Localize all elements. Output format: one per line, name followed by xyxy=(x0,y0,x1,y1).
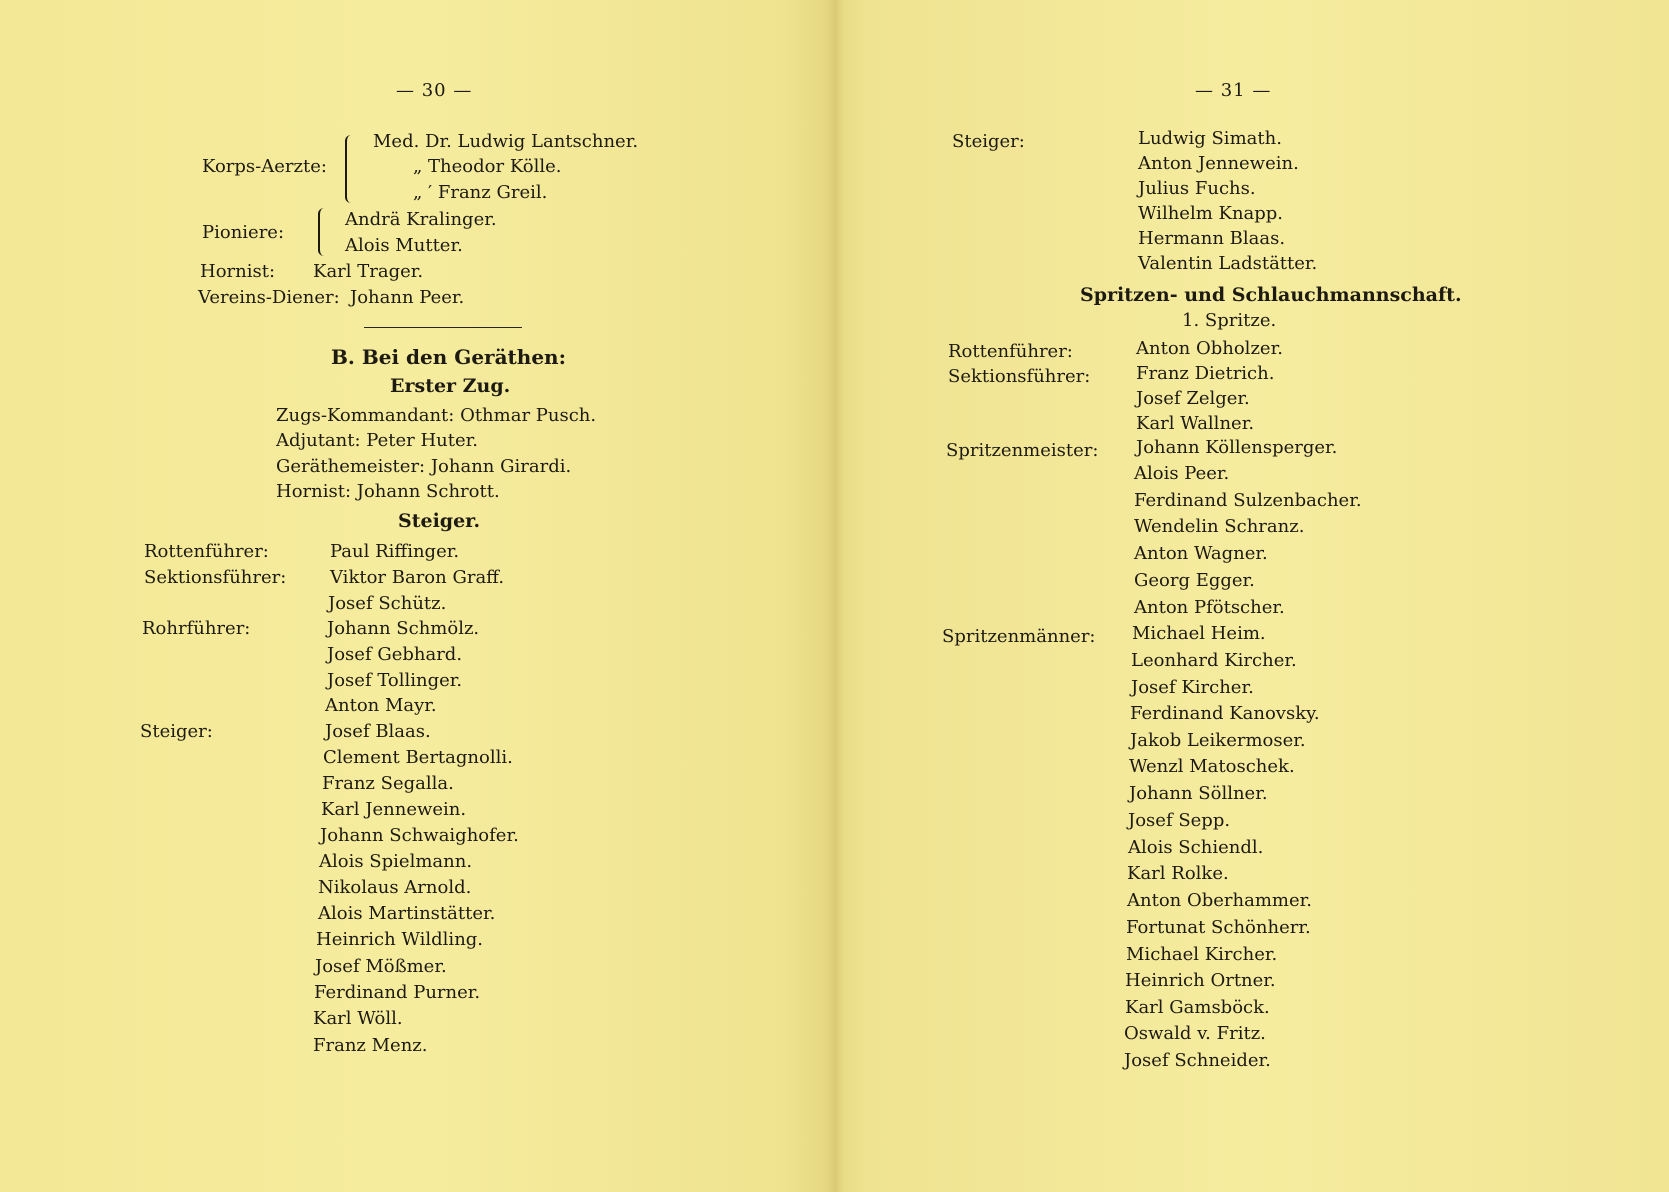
name-entry: Anton Pfötscher. xyxy=(1134,597,1285,618)
name-entry: Julius Fuchs. xyxy=(1138,178,1256,199)
name-entry: Franz Segalla. xyxy=(322,773,454,794)
right-page xyxy=(844,0,1669,1192)
rohrfuehrer-label: Rohrführer: xyxy=(142,618,251,639)
zug-staff-line: Adjutant: Peter Huter. xyxy=(276,430,478,451)
name-entry: Josef Kircher. xyxy=(1131,677,1254,698)
korps-aerzte-name: „ Theodor Kölle. xyxy=(413,156,562,177)
name-entry: Heinrich Ortner. xyxy=(1125,970,1276,991)
name-entry: Josef Gebhard. xyxy=(327,644,463,665)
name-entry: Karl Wallner. xyxy=(1136,413,1255,434)
name-entry: Josef Sepp. xyxy=(1128,810,1231,831)
name-entry: Valentin Ladstätter. xyxy=(1138,253,1318,274)
name-entry: Anton Obholzer. xyxy=(1136,338,1283,359)
name-entry: Ferdinand Kanovsky. xyxy=(1130,703,1320,724)
page-number: — 31 — xyxy=(1195,80,1272,101)
pioniere-name: Andrä Kralinger. xyxy=(345,209,497,230)
name-entry: Franz Dietrich. xyxy=(1136,363,1275,384)
korps-aerzte-label: Korps-Aerzte: xyxy=(202,156,327,177)
pioniere-name: Alois Mutter. xyxy=(345,235,463,256)
name-entry: Karl Jennewein. xyxy=(321,799,467,820)
name-entry: Heinrich Wildling. xyxy=(316,929,484,950)
section-heading: Spritzen- und Schlauchmannschaft. xyxy=(1080,284,1462,306)
name-entry: Johann Söllner. xyxy=(1129,783,1268,804)
name-entry: Josef Tollinger. xyxy=(327,670,463,691)
name-entry: Karl Rolke. xyxy=(1127,863,1229,884)
page-number: — 30 — xyxy=(396,80,473,101)
name-entry: Viktor Baron Graff. xyxy=(330,567,505,588)
spritzenmaenner-label: Spritzenmänner: xyxy=(942,626,1096,647)
divider-rule xyxy=(364,327,522,328)
name-entry: Ferdinand Sulzenbacher. xyxy=(1134,490,1362,511)
name-entry: Josef Schneider. xyxy=(1124,1050,1271,1071)
section-heading: B. Bei den Geräthen: xyxy=(331,345,566,369)
name-entry: Wenzl Matoschek. xyxy=(1129,756,1295,777)
brace-icon xyxy=(318,208,327,256)
book-gutter xyxy=(826,0,844,1192)
hornist-name: Karl Trager. xyxy=(313,261,424,282)
left-page xyxy=(0,0,826,1192)
name-entry: Johann Schmölz. xyxy=(327,618,480,639)
zug-heading: Erster Zug. xyxy=(390,375,511,397)
name-entry: Karl Gamsböck. xyxy=(1125,997,1270,1018)
spritzenmeister-label: Spritzenmeister: xyxy=(946,440,1099,461)
name-entry: Leonhard Kircher. xyxy=(1131,650,1297,671)
sub-heading: 1. Spritze. xyxy=(1182,310,1277,331)
korps-aerzte-name: „ ′ Franz Greil. xyxy=(413,182,548,203)
name-entry: Josef Schütz. xyxy=(328,593,447,614)
name-entry: Josef Mößmer. xyxy=(315,956,447,977)
name-entry: Jakob Leikermoser. xyxy=(1130,730,1306,751)
brace-icon xyxy=(345,135,355,203)
name-entry: Johann Köllensperger. xyxy=(1136,437,1338,458)
steiger-label: Steiger: xyxy=(952,131,1025,152)
name-entry: Georg Egger. xyxy=(1134,570,1255,591)
rottenfuehrer-label: Rottenführer: xyxy=(948,341,1073,362)
name-entry: Anton Jennewein. xyxy=(1138,153,1299,174)
name-entry: Alois Peer. xyxy=(1134,463,1230,484)
name-entry: Michael Kircher. xyxy=(1126,944,1278,965)
name-entry: Anton Mayr. xyxy=(325,695,437,716)
pioniere-label: Pioniere: xyxy=(202,222,285,243)
zug-staff-line: Geräthemeister: Johann Girardi. xyxy=(276,456,572,477)
name-entry: Franz Menz. xyxy=(313,1035,428,1056)
name-entry: Ludwig Simath. xyxy=(1138,128,1282,149)
name-entry: Nikolaus Arnold. xyxy=(318,877,472,898)
sektionsfuehrer-label: Sektionsführer: xyxy=(948,366,1091,387)
name-entry: Clement Bertagnolli. xyxy=(323,747,513,768)
name-entry: Johann Schwaighofer. xyxy=(320,825,519,846)
name-entry: Alois Martinstätter. xyxy=(318,903,496,924)
name-entry: Fortunat Schönherr. xyxy=(1126,917,1311,938)
name-entry: Anton Wagner. xyxy=(1134,543,1268,564)
name-entry: Michael Heim. xyxy=(1132,623,1266,644)
name-entry: Wendelin Schranz. xyxy=(1134,516,1305,537)
hornist-label: Hornist: xyxy=(200,261,276,282)
steiger-heading: Steiger. xyxy=(398,510,481,532)
name-entry: Josef Blaas. xyxy=(325,721,431,742)
name-entry: Josef Zelger. xyxy=(1136,388,1250,409)
name-entry: Hermann Blaas. xyxy=(1138,228,1286,249)
name-entry: Oswald v. Fritz. xyxy=(1124,1023,1266,1044)
vereinsdiener-label: Vereins-Diener: xyxy=(198,287,340,308)
name-entry: Karl Wöll. xyxy=(313,1008,403,1029)
name-entry: Wilhelm Knapp. xyxy=(1138,203,1284,224)
name-entry: Anton Oberhammer. xyxy=(1127,890,1312,911)
name-entry: Paul Riffinger. xyxy=(330,541,460,562)
name-entry: Ferdinand Purner. xyxy=(314,982,481,1003)
name-entry: Alois Schiendl. xyxy=(1128,837,1264,858)
vereinsdiener-name: Johann Peer. xyxy=(350,287,465,308)
zug-staff-line: Hornist: Johann Schrott. xyxy=(276,481,500,502)
korps-aerzte-name: Med. Dr. Ludwig Lantschner. xyxy=(373,131,639,152)
zug-staff-line: Zugs-Kommandant: Othmar Pusch. xyxy=(276,405,597,426)
sektionsfuehrer-label: Sektionsführer: xyxy=(144,567,287,588)
name-entry: Alois Spielmann. xyxy=(319,851,473,872)
rottenfuehrer-label: Rottenführer: xyxy=(144,541,269,562)
steiger-label: Steiger: xyxy=(140,721,213,742)
